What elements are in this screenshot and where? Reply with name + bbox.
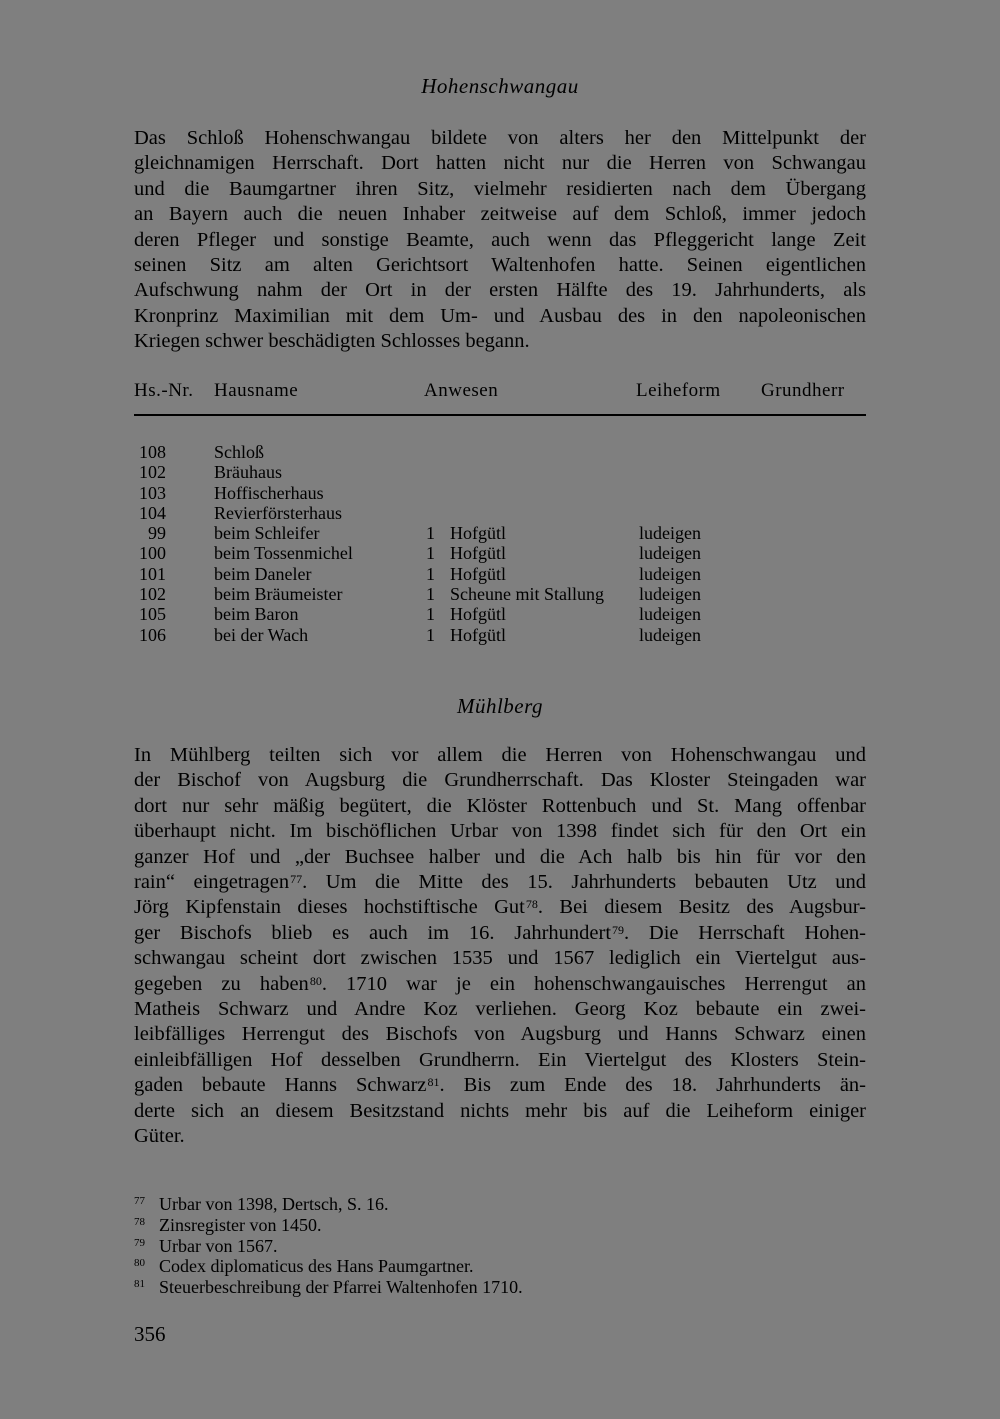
table-rule — [134, 414, 866, 416]
cell-hausname: beim Baron — [214, 604, 299, 625]
cell-hausname: beim Schleifer — [214, 523, 320, 544]
text-fragment: . Die Herrschaft Hohen- — [624, 921, 866, 944]
cell-anwesen: Hofgütl — [450, 543, 506, 564]
cell-nr: 102 — [139, 462, 166, 483]
text-line: Das Schloß Hohenschwangau bildete von alters her den Mittelpunkt der — [134, 127, 866, 149]
cell-nr: 101 — [139, 563, 166, 584]
cell-nr: 108 — [139, 442, 166, 462]
table-row — [134, 523, 866, 543]
cell-anwesen: Hofgütl — [450, 624, 506, 645]
footnote — [134, 1256, 866, 1277]
cell-count: 1 — [426, 563, 435, 584]
text-fragment: derte sich an diesem Besitzstand nichts mehr bis auf die Leiheform einiger — [134, 1099, 866, 1122]
text-fragment: dort nur sehr mäßig begütert, die Klöster Rottenbuch und St. Mang offenbar — [134, 794, 866, 817]
cell-leiheform: ludeigen — [639, 584, 701, 605]
text-fragment: . Bei diesem Besitz des Augsbur- — [537, 896, 866, 919]
cell-leiheform: ludeigen — [639, 604, 701, 625]
cell-hausname: bei der Wach — [214, 624, 309, 645]
text-fragment: . Um die Mitte des 15. Jahrhunderts bebauten Utz und — [302, 871, 866, 894]
footnote-number: 80 — [134, 1257, 145, 1270]
column-header-hausname: Hausname — [214, 380, 299, 401]
text-fragment: leibfälliges Herrengut des Bischofs von Augsburg und Hanns Schwarz einen — [134, 1023, 866, 1046]
text-line — [134, 1124, 866, 1149]
text-line: gleichnamigen Herrschaft. Dort hatten nicht nur die Herren von Schwangau — [134, 152, 866, 175]
text-fragment: . Bis zum Ende des 18. Jahrhunderts än- — [439, 1074, 866, 1097]
cell-hausname: Hoffischerhaus — [214, 482, 324, 503]
table-row — [134, 564, 866, 584]
cell-count: 1 — [426, 624, 435, 645]
table-header — [134, 380, 866, 408]
text-line — [134, 946, 866, 971]
section-title-hohenschwangau: Hohenschwangau — [421, 74, 579, 98]
text-line — [134, 1073, 866, 1098]
table-row — [134, 584, 866, 604]
text-fragment: ganzer Hof und „der Buchsee halber und die Ach halb bis hin für vor den — [134, 845, 866, 868]
cell-hausname: Schloß — [214, 442, 265, 462]
cell-count: 1 — [426, 523, 435, 544]
table-body — [134, 442, 866, 645]
text-line — [134, 921, 866, 946]
text-fragment: gaden bebaute Hanns Schwarz — [134, 1074, 427, 1097]
table-row — [134, 462, 866, 482]
cell-count: 1 — [426, 604, 435, 625]
footnotes — [134, 1194, 866, 1298]
text-fragment: Güter. — [134, 1125, 185, 1148]
paragraph-hohenschwangau — [134, 126, 866, 355]
cell-nr: 99 — [148, 523, 166, 544]
text-line — [134, 819, 866, 844]
footnote-reference[interactable]: 78 — [525, 897, 538, 912]
table-row — [134, 483, 866, 503]
footnote-text: Codex diplomaticus des Hans Paumgartner. — [159, 1256, 474, 1277]
cell-count: 1 — [426, 584, 435, 605]
column-header-leiheform: Leiheform — [636, 380, 721, 401]
cell-nr: 103 — [139, 482, 166, 503]
text-line — [134, 845, 866, 870]
text-fragment: In Mühlberg teilten sich vor allem die Herren von Hohenschwangau und — [134, 744, 866, 766]
text-line — [134, 794, 866, 819]
footnote-number: 79 — [134, 1236, 145, 1249]
footnote-text: Urbar von 1567. — [159, 1235, 278, 1256]
text-fragment: gegeben zu haben — [134, 972, 309, 995]
text-line — [134, 1099, 866, 1124]
cell-nr: 106 — [139, 624, 166, 645]
cell-nr: 100 — [139, 543, 166, 564]
text-line — [134, 997, 866, 1022]
text-line — [134, 743, 866, 768]
footnote — [134, 1194, 866, 1215]
text-line: deren Pfleger und sonstige Beamte, auch wenn das Pfleggericht lange Zeit — [134, 228, 866, 251]
text-line — [134, 870, 866, 895]
text-line — [134, 972, 866, 997]
text-line: Kriegen schwer beschädigten Schlosses begann. — [134, 330, 530, 353]
table-row — [134, 625, 866, 645]
section-title-muehlberg: Mühlberg — [456, 694, 544, 718]
column-header-nr: Hs.-Nr. — [134, 380, 194, 401]
text-fragment: Jörg Kipfenstain dieses hochstiftische Gut — [134, 896, 525, 919]
cell-anwesen: Hofgütl — [450, 604, 506, 625]
cell-leiheform: ludeigen — [639, 523, 701, 544]
footnote-text: Zinsregister von 1450. — [159, 1214, 322, 1235]
text-fragment: einleibfälligen Hof desselben Grundherrn. Ein Viertelgut des Klosters Stein- — [134, 1048, 866, 1071]
text-line: seinen Sitz am alten Gerichtsort Waltenhofen hatte. Seinen eigentlichen — [134, 254, 866, 277]
footnote-reference[interactable]: 81 — [427, 1075, 440, 1090]
cell-anwesen: Hofgütl — [450, 563, 506, 584]
cell-nr: 104 — [139, 502, 166, 523]
paragraph-muehlberg — [134, 743, 866, 1150]
cell-leiheform: ludeigen — [639, 543, 701, 564]
cell-hausname: Bräuhaus — [214, 462, 282, 483]
text-fragment: ger Bischofs blieb es auch im 16. Jahrhundert — [134, 921, 612, 944]
cell-leiheform: ludeigen — [639, 624, 701, 645]
text-line — [134, 1022, 866, 1047]
footnote-number: 78 — [134, 1215, 145, 1228]
text-line: und die Baumgartner ihren Sitz, vielmehr residierten nach dem Übergang — [134, 177, 866, 200]
text-fragment: schwangau scheint dort zwischen 1535 und 1567 lediglich ein Viertelgut aus- — [134, 947, 866, 970]
footnote-number: 81 — [134, 1278, 145, 1291]
column-header-grundherr: Grundherr — [761, 380, 845, 401]
footnote — [134, 1236, 866, 1257]
footnote-reference[interactable]: 79 — [612, 922, 625, 937]
footnote-reference[interactable]: 77 — [290, 872, 303, 887]
text-fragment: . 1710 war je ein hohenschwangauisches Herrengut an — [321, 972, 866, 995]
cell-count: 1 — [426, 543, 435, 564]
cell-hausname: beim Bräumeister — [214, 584, 343, 605]
text-line: Aufschwung nahm der Ort in der ersten Hälfte des 19. Jahrhunderts, als — [134, 279, 866, 302]
text-fragment: überhaupt nicht. Im bischöflichen Urbar von 1398 findet sich für den Ort ein — [134, 820, 866, 843]
page-number: 356 — [134, 1322, 166, 1346]
footnote — [134, 1277, 866, 1298]
cell-nr: 102 — [139, 584, 166, 605]
text-line — [134, 768, 866, 793]
cell-hausname: beim Tossenmichel — [214, 543, 353, 564]
text-line: an Bayern auch die neuen Inhaber zeitweise auf dem Schloß, immer jedoch — [134, 203, 866, 226]
cell-nr: 105 — [139, 604, 166, 625]
text-line — [134, 1048, 866, 1073]
text-fragment: der Bischof von Augsburg die Grundherrschaft. Das Kloster Steingaden war — [134, 769, 866, 792]
table-row — [134, 442, 866, 462]
table-row — [134, 503, 866, 523]
footnote — [134, 1215, 866, 1236]
cell-anwesen: Hofgütl — [450, 523, 506, 544]
cell-hausname: Revierförsterhaus — [214, 502, 342, 523]
column-header-anwesen: Anwesen — [424, 380, 499, 401]
text-line — [134, 895, 866, 920]
text-fragment: Matheis Schwarz und Andre Koz verliehen. Georg Koz bebaute ein zwei- — [134, 998, 866, 1021]
cell-hausname: beim Daneler — [214, 563, 312, 584]
footnote-reference[interactable]: 80 — [309, 973, 322, 988]
footnote-text: Urbar von 1398, Dertsch, S. 16. — [159, 1194, 389, 1214]
footnote-number: 77 — [134, 1195, 145, 1207]
text-fragment: rain“ eingetragen — [134, 871, 290, 894]
text-line: Kronprinz Maximilian mit dem Um- und Ausbau des in den napoleonischen — [134, 304, 866, 327]
cell-anwesen: Scheune mit Stallung — [450, 584, 604, 605]
footnote-text: Steuerbeschreibung der Pfarrei Waltenhofen 1710. — [159, 1277, 523, 1298]
table-row — [134, 543, 866, 563]
cell-leiheform: ludeigen — [639, 563, 701, 584]
table-row — [134, 604, 866, 624]
